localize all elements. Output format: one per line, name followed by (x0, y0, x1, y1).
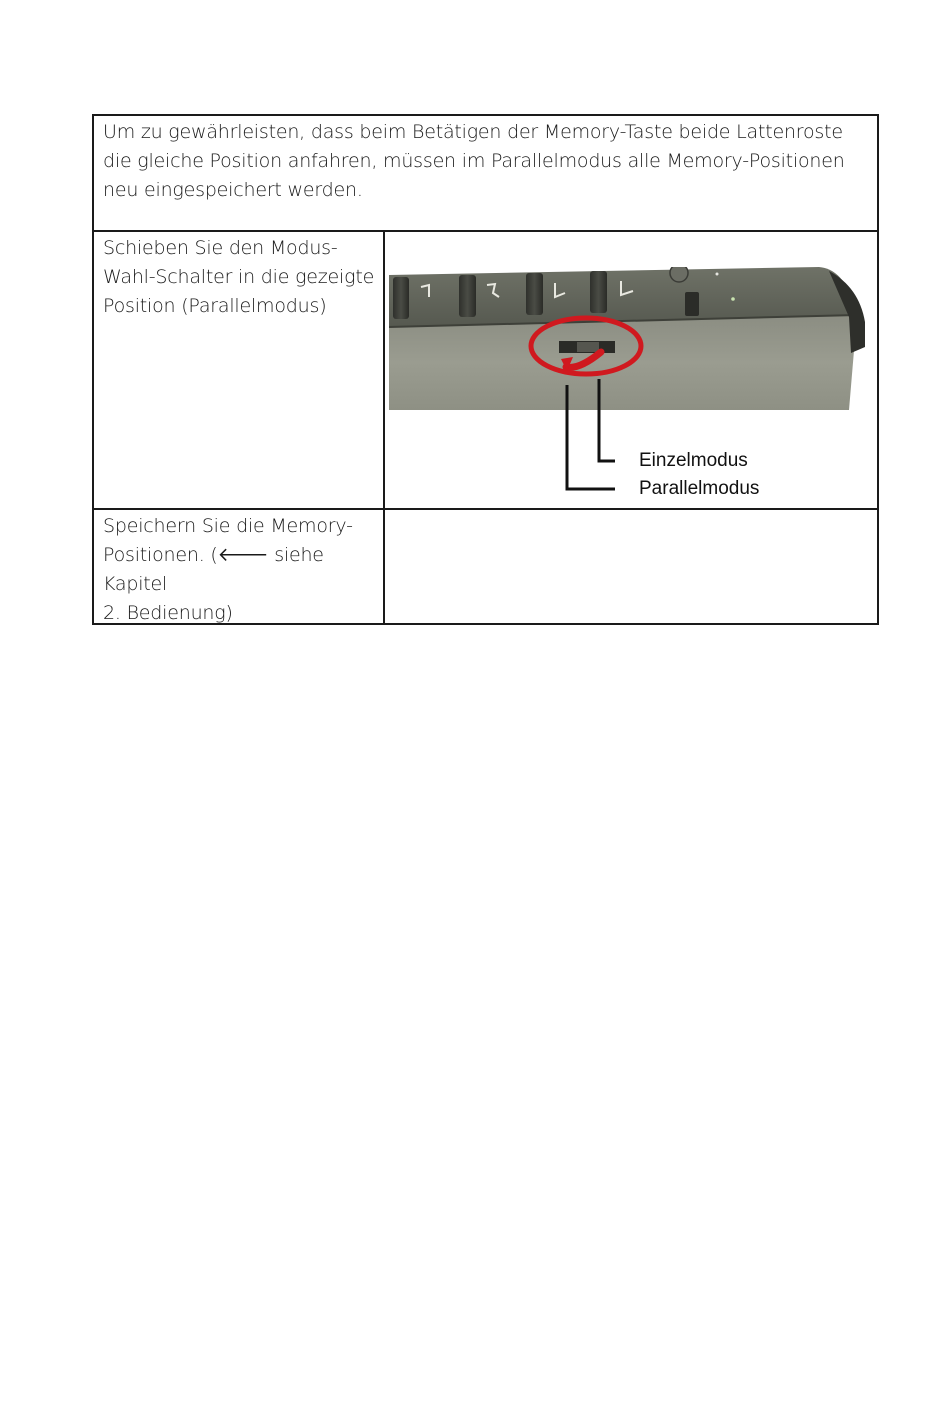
empty-cell (385, 510, 877, 623)
instruction-line: Wahl-Schalter in die gezeigte (103, 266, 375, 288)
intro-text: Um zu gewährleisten, dass beim Betätigen der Memory-Taste beide Lattenroste die gleiche Position anfahren, müssen im Parallelmodus alle Memory-Positionen neu eingespeichert werden. (103, 121, 845, 201)
instruction-table (92, 114, 879, 625)
instruction-line: Positionen. (🡐 siehe Kapitel (103, 544, 324, 595)
step-figure-cell (385, 232, 877, 508)
step-instruction-cell (94, 232, 385, 508)
step-instruction-text (103, 512, 378, 628)
instruction-line: Schieben Sie den Modus- (103, 237, 338, 259)
parallel-mode-label: Parallelmodus (639, 478, 760, 499)
remote-control-photo (389, 267, 865, 410)
instruction-line: 2. Bedienung) (103, 602, 233, 624)
intro-row (94, 116, 877, 232)
instruction-line: Position (Parallelmodus) (103, 295, 327, 317)
step-instruction-text (103, 234, 378, 321)
step-row-mode-switch (94, 232, 877, 510)
step-row-save-memory (94, 510, 877, 623)
instruction-line: Speichern Sie die Memory- (103, 515, 353, 537)
step-instruction-cell (94, 510, 385, 623)
single-mode-label: Einzelmodus (639, 450, 748, 471)
